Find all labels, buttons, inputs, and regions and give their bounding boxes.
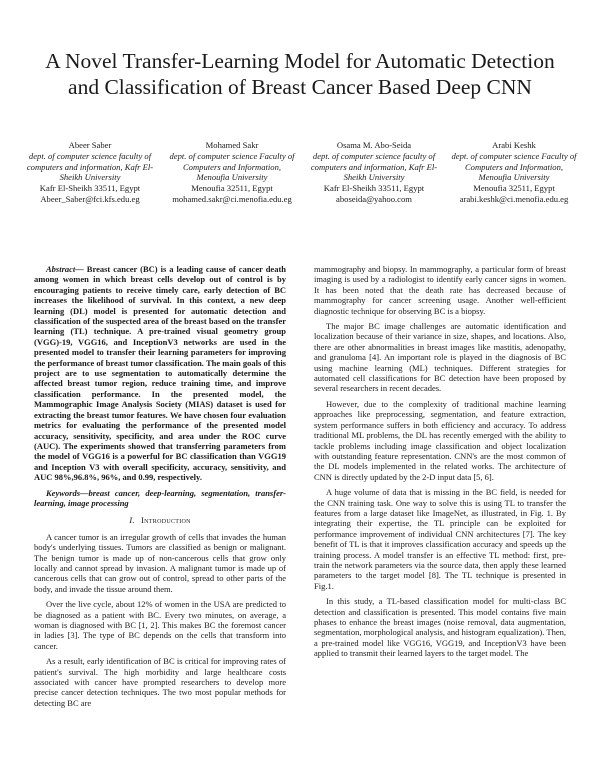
author-block-4	[448, 140, 580, 205]
section-heading-introduction	[34, 515, 286, 525]
section-number: I.	[129, 515, 135, 526]
author-name: Mohamed Sakr	[205, 140, 259, 150]
body-paragraph: The major BC image challenges are automatic identification and localization because of their variance in size, shapes, and locations. Also, there are other abnormalities in breast images like mastitis, adenopathy, and granuloma [4]. An important role is played in the diagnosis of BC using machine learning (ML) techniques. Different strategies for automated cell classifications for BC detection have been proposed by several researchers in recent decades.	[314, 321, 566, 394]
author-location: Menoufia 32511, Egypt	[473, 183, 555, 194]
body-paragraph: However, due to the complexity of traditional machine learning approaches like preprocessing, segmentation, and feature extraction, system performance suffers in both efficiency and accuracy. To address traditional ML problems, the DL has recently emerged with the ability to tackle problems including image classification and object localization with outstanding feature representation. CNN's are the most common of the DL models implemented in the related works. The architecture of CNN is directly updated by the 2-D input data [5, 6].	[314, 398, 566, 482]
author-name: Osama M. Abo-Seida	[336, 140, 412, 150]
author-email: Abeer_Saber@fci.kfs.edu.eg	[40, 193, 140, 204]
keywords-label: Keywords—	[46, 487, 89, 498]
left-column	[34, 264, 286, 713]
body-paragraph: As a result, early identification of BC is critical for improving rates of patient's survival. The high morbidity and large healthcare costs associated with cancer have prompted researchers to develop more precise cancer detection techniques. The two most popular methods for detecting BC are	[34, 656, 286, 708]
abstract-text: Breast cancer (BC) is a leading cause of cancer death among women in which breast cells develop out of control is by encouraging patients to receive timely care, early detection of BC increases the likelihood of survival. In this context, a new deep learning (DL) model is presented for automatic detection and classification of the suspected area of the breast based on the transfer learning (TL) technique. A pre-trained visual geometry group (VGG)-19, VGG16, and InceptionV3 networks are used in the presented model to transfer their learning parameters for improving the performance of breast tumor classification. The main goals of this project are to use segmentation to automatically determine the affected breast tumor region, reduce training time, and improve classification performance. In the presented model, the Mammographic Image Analysis Society (MIAS) dataset is used for extracting the breast tumor features. We have chosen four evaluation metrics for evaluating the performance of the presented model accuracy, sensitivity, specificity, and area under the ROC curve (AUC). The experiments showed that transferring parameters from the model of VGG16 is a powerful for BC classification than VGG19 and Inception V3 with overall specificity, accuracy, sensitivity, and AUC 98%,96.8%, 96%, and 0.99, respectively.	[34, 264, 287, 483]
abstract-label: Abstract—	[46, 264, 84, 274]
author-location: Kafr El-Sheikh 33511, Egypt	[39, 183, 141, 194]
author-affiliation: dept. of computer science Faculty of Computers and Information, Menoufia University	[169, 150, 295, 183]
author-affiliation: dept. of computer science faculty of computers and information, Kafr El-Sheikh University	[310, 150, 438, 183]
body-paragraph: Over the live cycle, about 12% of women in the USA are predicted to be diagnosed as a patient with BC. Every two minutes, on average, a woman is diagnosed with BC [1, 2]. This makes BC the foremost cancer in ladies [3]. The type of BC depends on the cells that transform into cancer.	[34, 599, 286, 651]
author-location: Menoufia 32511, Egypt	[191, 183, 273, 194]
author-affiliation: dept. of computer science Faculty of Computers and Information, Menoufia University	[451, 150, 577, 183]
author-affiliation: dept. of computer science faculty of computers and information, Kafr El-Sheikh University	[26, 150, 154, 183]
section-title: Introduction	[140, 515, 191, 526]
paper-title: A Novel Transfer-Learning Model for Automatic Detection and Classification of Breast Cancer Based Deep CNN	[45, 49, 555, 99]
body-paragraph: A huge volume of data that is missing in the BC field, is needed for the CNN training task. One way to solve this is using TL to transfer the features from a large dataset like ImageNet, as illustrated, in Fig. 1. By integrating their expertise, the TL principle can be exploited for performance improvement of individual CNN architectures [7]. The key benefit of TL is that it improves classification accuracy and speeds up the training process. A model transfer is an effective TL method: first, pre-train the network parameters via the source data, then apply these learned parameters to the target model [8]. The TL technique is presented in Fig.1.	[314, 487, 566, 591]
author-email: mohamed.sakr@ci.menofia.edu.eg	[172, 193, 292, 204]
keywords	[34, 488, 286, 509]
author-name: Abeer Saber	[68, 140, 112, 150]
author-email: arabi.keshk@ci.menofia.edu.eg	[459, 193, 569, 204]
body-paragraph: In this study, a TL-based classification model for multi-class BC detection and classification is presented. This model contains five main phases to enhance the breast images (noise removal, data augmentation, segmentation, morphological analysis, and histogram equalization). Then, a pre-trained model like VGG16, VGG19, and InceptionV3 have been applied to transmit their learned layers to the target model. The	[314, 596, 566, 659]
right-column	[314, 264, 566, 664]
body-paragraph: A cancer tumor is an irregular growth of cells that invades the human body's underlying tissues. Tumors are classified as benign or malignant. The benign tumor is made up of non-cancerous cells that grow only locally and cannot spread by invasion. A malignant tumor is made up of cancerous cells that can grow out of control, spread to other parts of the body, and invade the tissue around them.	[34, 531, 286, 594]
author-block-2	[166, 140, 298, 205]
body-paragraph: mammography and biopsy. In mammography, a particular form of breast imaging is used by a radiologist to identify early cancer signs in women. It has been noted that the death rate has decreased because of mammography for cancer screening usage. Another well-efficient diagnostic technique for observing BC is a biopsy.	[314, 264, 566, 316]
keywords-text: breast cancer, deep-learning, segmentation, transfer-learning, image processing	[34, 487, 286, 508]
author-email: aboseida@yahoo.com	[336, 193, 412, 204]
author-block-3	[308, 140, 440, 205]
author-name: Arabi Keshk	[492, 140, 536, 150]
abstract	[34, 264, 286, 483]
author-location: Kafr El-Sheikh 33511, Egypt	[323, 183, 425, 194]
author-block-1	[24, 140, 156, 205]
